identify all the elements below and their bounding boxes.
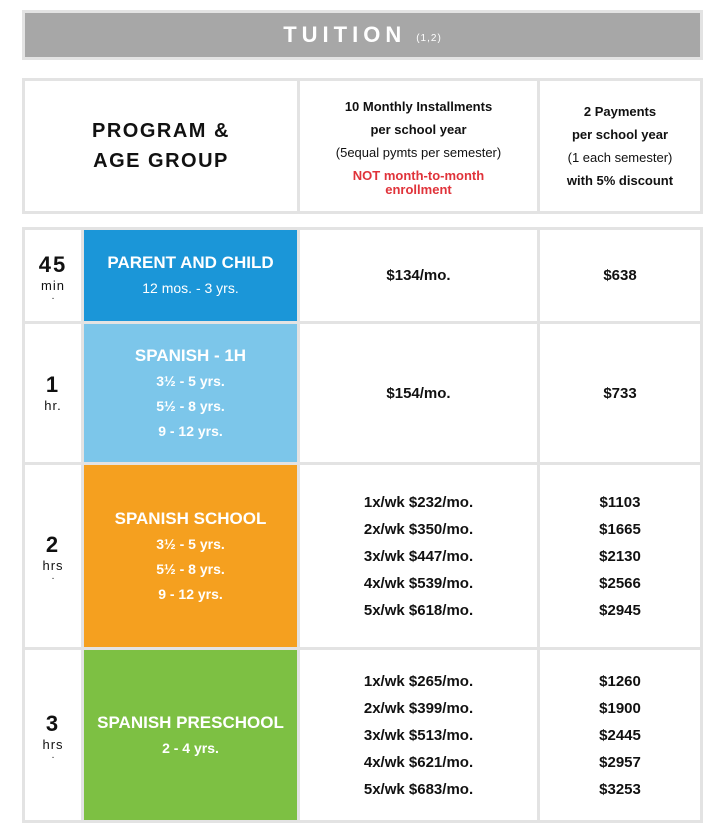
monthly-price: $154/mo. xyxy=(386,384,451,402)
two-payments-price-cell xyxy=(540,324,700,462)
page-title: TUITION xyxy=(283,22,407,47)
two-payments-price: $1665 xyxy=(599,520,641,538)
program-header-line2: AGE GROUP xyxy=(93,150,229,172)
monthly-header-line3: (5equal pymts per semester) xyxy=(335,145,502,160)
two-payments-price: $733 xyxy=(603,384,637,402)
table-row xyxy=(25,230,700,324)
monthly-price: 5x/wk $618/mo. xyxy=(363,601,474,619)
monthly-price: 1x/wk $265/mo. xyxy=(363,672,474,690)
monthly-header-line1: 10 Monthly Installments xyxy=(344,99,493,114)
program-age: 9 - 12 yrs. xyxy=(158,422,223,439)
monthly-price: $134/mo. xyxy=(386,267,451,284)
monthly-warning-line1: NOT month-to-month xyxy=(352,168,485,183)
duration-unit: hrs xyxy=(42,737,64,752)
monthly-price: 4x/wk $539/mo. xyxy=(363,574,474,592)
duration-cell xyxy=(25,230,84,321)
two-payments-header-line4: with 5% discount xyxy=(566,173,674,188)
monthly-price-cell xyxy=(300,324,540,462)
duration-dot: . xyxy=(51,750,55,761)
duration-dot: . xyxy=(51,571,55,582)
title-footnote: (1,2) xyxy=(416,32,442,44)
program-cell-spanish-school xyxy=(84,465,300,647)
program-age: 12 mos. - 3 yrs. xyxy=(142,280,239,296)
program-age: 3½ - 5 yrs. xyxy=(156,372,225,389)
two-payments-price-cell xyxy=(540,650,700,820)
two-payments-price: $2566 xyxy=(599,574,641,592)
tuition-title-bar xyxy=(22,10,703,60)
monthly-price: 4x/wk $621/mo. xyxy=(363,753,474,771)
duration-number: 45 xyxy=(38,251,68,277)
program-cell-spanish-preschool xyxy=(84,650,300,820)
duration-number: 3 xyxy=(45,711,61,736)
program-age: 5½ - 8 yrs. xyxy=(156,397,225,414)
table-row xyxy=(25,650,700,820)
duration-unit: min xyxy=(41,277,65,293)
two-payments-price: $2945 xyxy=(599,601,641,619)
two-payments-header xyxy=(540,81,700,211)
two-payments-price: $2957 xyxy=(599,753,641,771)
duration-cell xyxy=(25,465,84,647)
program-age: 9 - 12 yrs. xyxy=(158,585,223,602)
two-payments-price: $2130 xyxy=(599,547,641,565)
program-name: SPANISH PRESCHOOL xyxy=(97,712,284,732)
monthly-header-line2: per school year xyxy=(370,122,467,137)
program-cell-spanish-1h xyxy=(84,324,300,462)
two-payments-price: $3253 xyxy=(599,780,641,798)
monthly-price-cell xyxy=(300,230,540,321)
two-payments-header-line2: per school year xyxy=(571,127,669,142)
monthly-price: 3x/wk $447/mo. xyxy=(363,547,474,565)
program-cell-parent-and-child xyxy=(84,230,300,321)
duration-unit: hrs xyxy=(42,558,64,573)
tuition-table xyxy=(22,227,703,823)
program-age: 2 - 4 yrs. xyxy=(162,739,219,756)
two-payments-price-cell xyxy=(540,465,700,647)
two-payments-price: $1260 xyxy=(599,672,641,690)
monthly-price: 3x/wk $513/mo. xyxy=(363,726,474,744)
duration-number: 1 xyxy=(45,372,61,397)
two-payments-header-line1: 2 Payments xyxy=(583,104,657,119)
monthly-price: 5x/wk $683/mo. xyxy=(363,780,474,798)
monthly-price-cell xyxy=(300,465,540,647)
two-payments-price: $638 xyxy=(603,267,637,284)
duration-number: 2 xyxy=(45,532,61,557)
duration-cell xyxy=(25,650,84,820)
tuition-header xyxy=(22,78,703,214)
table-row xyxy=(25,465,700,650)
program-age: 5½ - 8 yrs. xyxy=(156,560,225,577)
program-header-line1: PROGRAM & xyxy=(92,120,230,142)
monthly-price: 1x/wk $232/mo. xyxy=(363,493,474,511)
two-payments-price: $2445 xyxy=(599,726,641,744)
two-payments-price: $1103 xyxy=(599,493,641,511)
program-name: SPANISH SCHOOL xyxy=(114,508,267,528)
monthly-price-cell xyxy=(300,650,540,820)
duration-cell xyxy=(25,324,84,462)
two-payments-price: $1900 xyxy=(599,699,641,717)
program-age-header xyxy=(25,81,300,211)
program-name: PARENT AND CHILD xyxy=(107,253,274,272)
table-row xyxy=(25,324,700,465)
monthly-installments-header xyxy=(300,81,540,211)
duration-dot: . xyxy=(51,290,55,302)
monthly-price: 2x/wk $350/mo. xyxy=(363,520,474,538)
program-name: SPANISH - 1H xyxy=(134,345,247,365)
two-payments-price-cell xyxy=(540,230,700,321)
two-payments-header-line3: (1 each semester) xyxy=(567,150,673,165)
program-age: 3½ - 5 yrs. xyxy=(156,535,225,552)
monthly-warning-line2: enrollment xyxy=(385,182,452,197)
monthly-price: 2x/wk $399/mo. xyxy=(363,699,474,717)
duration-unit: hr. xyxy=(44,398,62,413)
